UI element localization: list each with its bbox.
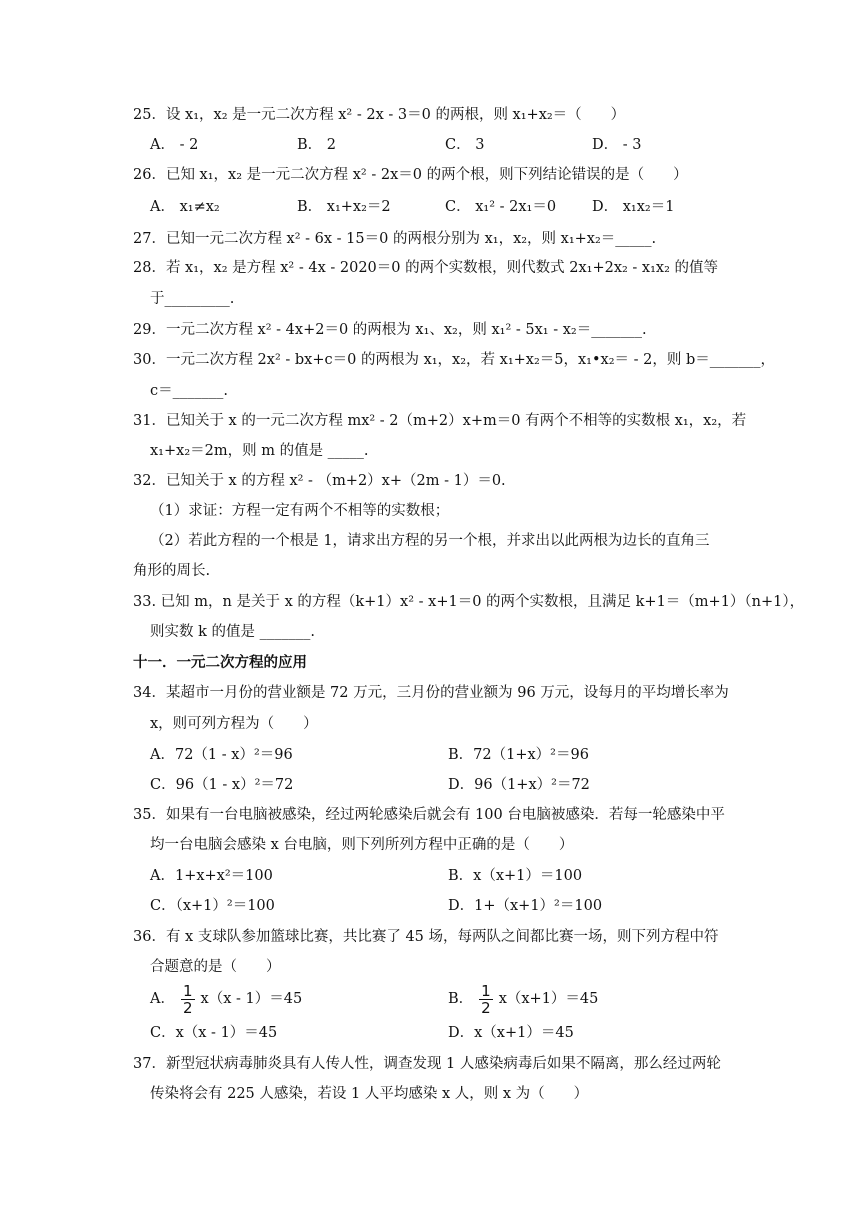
q36-option-c: C．x（x - 1）＝45: [150, 1025, 278, 1041]
question-30-line-2: c＝_______.: [150, 383, 228, 399]
q26-option-a: A． x₁≠x₂: [150, 199, 220, 215]
question-35-line-2: 均一台电脑会感染 x 台电脑，则下列所列方程中正确的是（ ）: [150, 837, 574, 853]
q25-option-a: A． - 2: [150, 137, 199, 153]
q35-option-a: A．1+x+x²＝100: [150, 868, 273, 884]
question-27: 27．已知一元二次方程 x² - 6x - 15＝0 的两根分别为 x₁，x₂，则 x₁+x₂＝_____.: [133, 231, 657, 247]
q34-option-c: C．96（1 - x）²＝72: [150, 777, 294, 793]
question-30-line-1: 30．一元二次方程 2x² - bx+c＝0 的两根为 x₁，x₂，若 x₁+x₂＝5，x₁•x₂＝ - 2，则 b＝_______，: [133, 352, 776, 368]
question-29: 29．一元二次方程 x² - 4x+2＝0 的两根为 x₁、x₂，则 x₁² - 5x₁ - x₂＝_______.: [133, 322, 647, 338]
question-37-line-1: 37．新型冠状病毒肺炎具有人传人性，调查发现 1 人感染病毒后如果不隔离，那么经过两轮: [133, 1056, 721, 1072]
q36-option-b-expression: x（x+1）＝45: [498, 991, 599, 1007]
q26-option-b: B． x₁+x₂＝2: [297, 199, 391, 215]
question-36-line-1: 36．有 x 支球队参加篮球比赛，共比赛了 45 场，每两队之间都比赛一场，则下列方程中符: [133, 929, 719, 945]
question-32-part-2-line-1: （2）若此方程的一个根是 1，请求出方程的另一个根，并求出以此两根为边长的直角三: [150, 533, 710, 549]
q26-option-d: D． x₁x₂＝1: [592, 199, 675, 215]
question-33-line-2: 则实数 k 的值是 _______.: [150, 624, 315, 640]
q34-option-d: D．96（1+x）²＝72: [448, 777, 590, 793]
question-28-line-2: 于_________.: [150, 291, 235, 307]
q26-option-c: C． x₁² - 2x₁＝0: [445, 199, 557, 215]
question-34-line-2: x，则可列方程为（ ）: [150, 716, 318, 732]
fraction-denominator: 2: [182, 998, 193, 1017]
question-32-part-2-line-2: 角形的周长.: [133, 563, 211, 579]
q34-option-a: A．72（1 - x）²＝96: [150, 747, 293, 763]
one-half-fraction: [479, 983, 493, 1016]
fraction-denominator: 2: [481, 998, 491, 1017]
question-31-line-2: x₁+x₂＝2m，则 m 的值是 _____.: [150, 443, 369, 459]
question-37-line-2: 传染将会有 225 人感染，若设 1 人平均感染 x 人，则 x 为（ ）: [150, 1086, 589, 1102]
q36-option-a-label: A．: [150, 991, 175, 1007]
fraction-numerator: 1: [182, 981, 193, 1000]
q34-option-b: B．72（1+x）²＝96: [448, 747, 589, 763]
q25-option-c: C． 3: [445, 137, 485, 153]
question-33-line-1: 33. 已知 m，n 是关于 x 的方程（k+1）x² - x+1＝0 的两个实数根，且满足 k+1＝（m+1）（n+1），: [133, 594, 805, 610]
question-36-line-2: 合题意的是（ ）: [150, 959, 281, 975]
q36-option-b-label: B．: [448, 991, 474, 1007]
question-26: 26．已知 x₁，x₂ 是一元二次方程 x² - 2x＝0 的两个根，则下列结论错误的是（ ）: [133, 167, 688, 183]
q25-option-d: D． - 3: [592, 137, 642, 153]
question-32-part-1: （1）求证：方程一定有两个不相等的实数根；: [150, 503, 450, 519]
question-34-line-1: 34．某超市一月份的营业额是 72 万元，三月份的营业额为 96 万元，设每月的平均增长率为: [133, 685, 729, 701]
q35-option-d: D．1+（x+1）²＝100: [448, 898, 603, 914]
one-half-fraction: [181, 983, 195, 1016]
question-31-line-1: 31．已知关于 x 的一元二次方程 mx² - 2（m+2）x+m＝0 有两个不相等的实数根 x₁，x₂，若: [133, 413, 747, 429]
section-heading: 十一．一元二次方程的应用: [133, 655, 307, 671]
q25-option-b: B． 2: [297, 137, 336, 153]
q36-option-a: [150, 982, 302, 1016]
question-35-line-1: 35．如果有一台电脑被感染，经过两轮感染后就会有 100 台电脑被感染．若每一轮感染中平: [133, 807, 725, 823]
q35-option-c: C．（x+1）²＝100: [150, 898, 275, 914]
question-25: 25．设 x₁，x₂ 是一元二次方程 x² - 2x - 3＝0 的两根，则 x₁+x₂＝（ ）: [133, 107, 626, 123]
fraction-numerator: 1: [481, 981, 491, 1000]
q36-option-b: [448, 982, 598, 1016]
q36-option-a-expression: x（x - 1）＝45: [200, 991, 303, 1007]
question-28-line-1: 28．若 x₁，x₂ 是方程 x² - 4x - 2020＝0 的两个实数根，则代数式 2x₁+2x₂ - x₁x₂ 的值等: [133, 260, 719, 276]
q35-option-b: B．x（x+1）＝100: [448, 868, 583, 884]
question-32-line-1: 32．已知关于 x 的方程 x² - （m+2）x+（2m - 1）＝0.: [133, 473, 506, 489]
q36-option-d: D．x（x+1）＝45: [448, 1025, 574, 1041]
